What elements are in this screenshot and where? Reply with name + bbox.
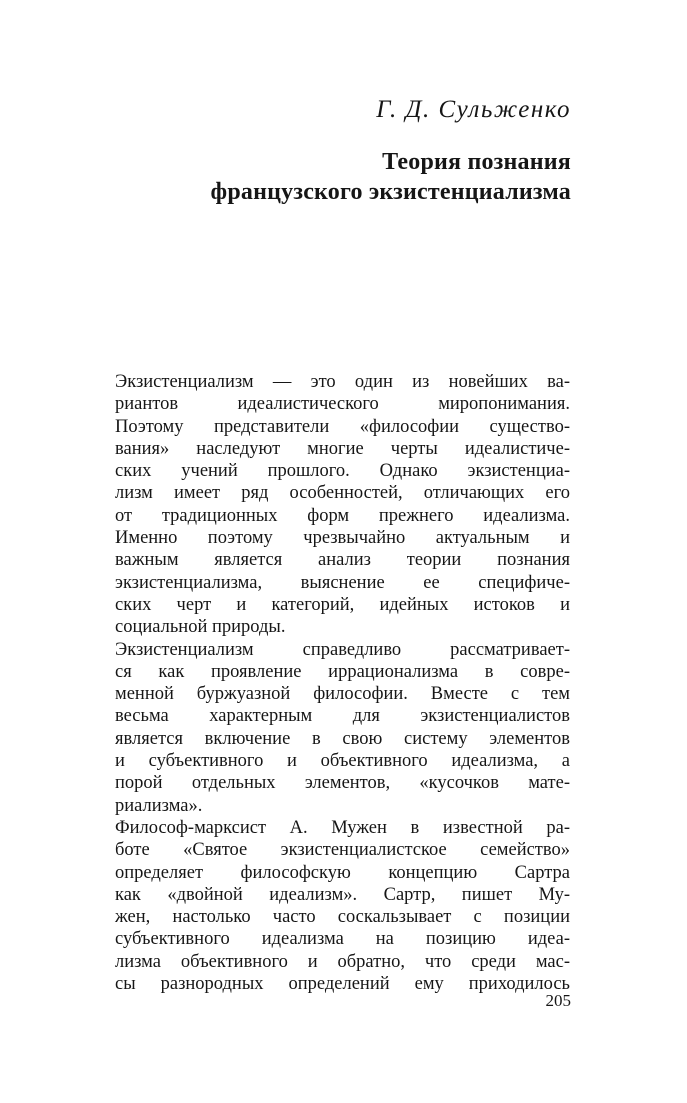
text-line: Философ-марксист А. Мужен в известной ра-	[115, 817, 570, 838]
text-line: боте «Святое экзистенциалистское семейство»	[115, 840, 570, 861]
text-line: ся как проявление иррационализма в совре-	[115, 661, 570, 682]
text-line: Экзистенциализм справедливо рассматривает-	[115, 639, 570, 660]
text-line: от традиционных форм прежнего идеализма.	[115, 505, 570, 526]
text-line: жен, настолько часто соскальзывает с позиции	[115, 907, 570, 928]
text-line: социальной природы.	[115, 617, 286, 638]
chapter-title-line: Теория познания	[382, 149, 571, 175]
body-text	[115, 371, 570, 995]
text-line: вания» наследуют многие черты идеалистиче-	[115, 438, 570, 459]
text-line: риантов идеалистического миропонимания.	[115, 394, 570, 415]
author-name: Г. Д. Сульженко	[376, 96, 571, 123]
page-number: 205	[545, 991, 571, 1010]
text-line: порой отдельных элементов, «кусочков мате-	[115, 773, 570, 794]
text-line: ских учений прошлого. Однако экзистенциа-	[115, 461, 570, 482]
text-line: определяет философскую концепцию Сартра	[115, 862, 570, 883]
text-line: лизма объективного и обратно, что среди мас-	[115, 951, 570, 972]
text-line: ских черт и категорий, идейных истоков и	[115, 594, 570, 615]
text-line: риализма».	[115, 795, 203, 816]
text-line: экзистенциализма, выяснение ее специфиче-	[115, 572, 570, 593]
text-line: сы разнородных определений ему приходилось	[115, 974, 570, 995]
text-line: субъективного идеализма на позицию идеа-	[115, 929, 570, 950]
text-line: Экзистенциализм — это один из новейших ва-	[115, 372, 570, 392]
chapter-title	[211, 147, 571, 207]
text-line: менной буржуазной философии. Вместе с тем	[115, 684, 570, 705]
text-line: лизм имеет ряд особенностей, отличающих его	[115, 483, 570, 504]
text-line: Именно поэтому чрезвычайно актуальным и	[115, 528, 570, 549]
text-line: и субъективного и объективного идеализма, а	[115, 751, 570, 772]
chapter-title-line: французского экзистенциализма	[210, 179, 571, 205]
text-line: Поэтому представители «философии существо-	[115, 416, 570, 437]
text-line: является включение в свою систему элементов	[115, 728, 570, 749]
text-line: важным является анализ теории познания	[115, 550, 570, 571]
text-line: как «двойной идеализм». Сартр, пишет Му-	[115, 884, 570, 905]
text-line: весьма характерным для экзистенциалистов	[115, 706, 570, 727]
